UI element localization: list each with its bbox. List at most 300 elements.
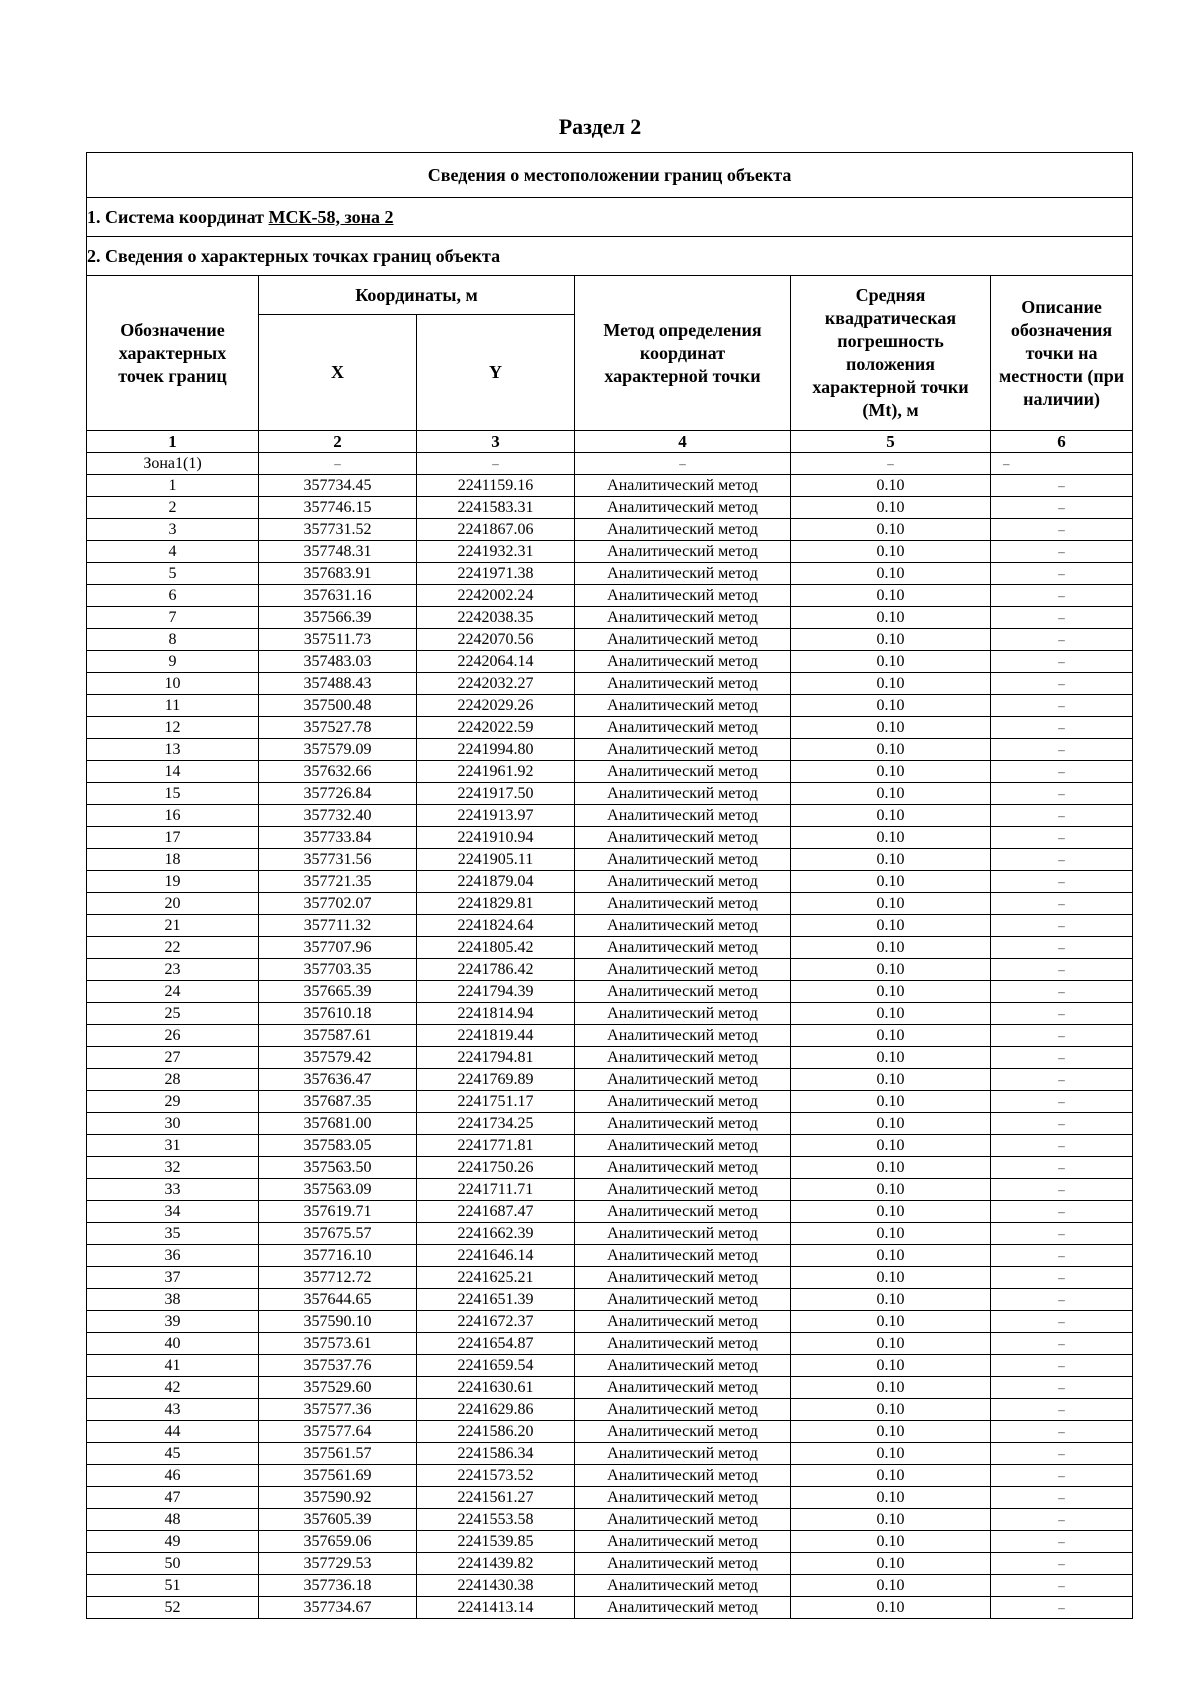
coord-x: 357675.57 (259, 1223, 417, 1245)
method: Аналитический метод (575, 1289, 791, 1311)
error-value: 0.10 (791, 1157, 991, 1179)
coord-y: 2241994.80 (417, 739, 575, 761)
coord-x: 357566.39 (259, 607, 417, 629)
coord-y: 2241561.27 (417, 1487, 575, 1509)
error-value: 0.10 (791, 1179, 991, 1201)
point-number: 1 (87, 475, 259, 497)
coord-x: 357636.47 (259, 1069, 417, 1091)
table-row (87, 827, 1133, 849)
error-value: 0.10 (791, 915, 991, 937)
description-value: – (991, 1003, 1133, 1025)
description-value: – (991, 1553, 1133, 1575)
table-row (87, 783, 1133, 805)
coord-x: 357729.53 (259, 1553, 417, 1575)
table-row (87, 1509, 1133, 1531)
coord-y: 2241879.04 (417, 871, 575, 893)
coord-y: 2241769.89 (417, 1069, 575, 1091)
table-row (87, 1443, 1133, 1465)
coord-x: 357736.18 (259, 1575, 417, 1597)
description-value: – (991, 1333, 1133, 1355)
point-number: 11 (87, 695, 259, 717)
coord-y: 2242022.59 (417, 717, 575, 739)
coord-y: 2241917.50 (417, 783, 575, 805)
table-row (87, 1355, 1133, 1377)
coord-x: 357731.56 (259, 849, 417, 871)
column-number: 6 (991, 431, 1133, 453)
method: Аналитический метод (575, 519, 791, 541)
error-value: 0.10 (791, 1487, 991, 1509)
coord-y: 2241654.87 (417, 1333, 575, 1355)
section-title: Сведения о местоположении границ объекта (87, 153, 1133, 198)
method: Аналитический метод (575, 1399, 791, 1421)
table-row (87, 1311, 1133, 1333)
point-number: 24 (87, 981, 259, 1003)
coord-x: 357488.43 (259, 673, 417, 695)
coord-x: 357527.78 (259, 717, 417, 739)
point-number: 36 (87, 1245, 259, 1267)
table-row (87, 1091, 1133, 1113)
coord-y: 2241586.34 (417, 1443, 575, 1465)
method: Аналитический метод (575, 1179, 791, 1201)
error-value: 0.10 (791, 541, 991, 563)
zone-dash: – (575, 453, 791, 475)
coord-y: 2242029.26 (417, 695, 575, 717)
method: Аналитический метод (575, 1333, 791, 1355)
method: Аналитический метод (575, 541, 791, 563)
method: Аналитический метод (575, 893, 791, 915)
description-value: – (991, 1487, 1133, 1509)
method: Аналитический метод (575, 1443, 791, 1465)
coord-x: 357734.67 (259, 1597, 417, 1619)
coord-x: 357579.42 (259, 1047, 417, 1069)
method: Аналитический метод (575, 1509, 791, 1531)
description-value: – (991, 827, 1133, 849)
error-value: 0.10 (791, 1531, 991, 1553)
table-row (87, 651, 1133, 673)
error-value: 0.10 (791, 1047, 991, 1069)
error-value: 0.10 (791, 783, 991, 805)
error-value: 0.10 (791, 1575, 991, 1597)
points-title: 2. Сведения о характерных точках границ объекта (87, 237, 1133, 276)
error-value: 0.10 (791, 1443, 991, 1465)
zone-label: Зона1(1) (87, 453, 259, 475)
method: Аналитический метод (575, 717, 791, 739)
zone-dash: – (417, 453, 575, 475)
method: Аналитический метод (575, 783, 791, 805)
error-value: 0.10 (791, 1399, 991, 1421)
table-row (87, 1267, 1133, 1289)
point-number: 20 (87, 893, 259, 915)
method: Аналитический метод (575, 673, 791, 695)
coord-x: 357529.60 (259, 1377, 417, 1399)
error-value: 0.10 (791, 1421, 991, 1443)
method: Аналитический метод (575, 981, 791, 1003)
table-row (87, 585, 1133, 607)
point-number: 35 (87, 1223, 259, 1245)
method: Аналитический метод (575, 1311, 791, 1333)
point-number: 49 (87, 1531, 259, 1553)
method: Аналитический метод (575, 1113, 791, 1135)
coord-x: 357537.76 (259, 1355, 417, 1377)
method: Аналитический метод (575, 761, 791, 783)
header-description: Описание обозначения точки на местности (при наличии) (991, 276, 1133, 431)
coord-x: 357590.92 (259, 1487, 417, 1509)
description-value: – (991, 849, 1133, 871)
coord-y: 2241910.94 (417, 827, 575, 849)
coord-y: 2241159.16 (417, 475, 575, 497)
header-coordinates: Координаты, м (259, 276, 575, 315)
method: Аналитический метод (575, 1047, 791, 1069)
coord-y: 2241905.11 (417, 849, 575, 871)
method: Аналитический метод (575, 475, 791, 497)
table-row (87, 1223, 1133, 1245)
point-number: 16 (87, 805, 259, 827)
coord-y: 2242064.14 (417, 651, 575, 673)
description-value: – (991, 717, 1133, 739)
method: Аналитический метод (575, 1245, 791, 1267)
method: Аналитический метод (575, 1091, 791, 1113)
method: Аналитический метод (575, 497, 791, 519)
method: Аналитический метод (575, 739, 791, 761)
description-value: – (991, 1465, 1133, 1487)
method: Аналитический метод (575, 563, 791, 585)
table-row (87, 959, 1133, 981)
coord-x: 357746.15 (259, 497, 417, 519)
coord-x: 357561.57 (259, 1443, 417, 1465)
coord-x: 357702.07 (259, 893, 417, 915)
table-row (87, 563, 1133, 585)
point-number: 13 (87, 739, 259, 761)
header-row-1 (87, 276, 1133, 315)
coord-system-prefix: 1. Система координат (87, 206, 269, 227)
description-value: – (991, 519, 1133, 541)
error-value: 0.10 (791, 1113, 991, 1135)
coord-x: 357631.16 (259, 585, 417, 607)
table-row (87, 1597, 1133, 1619)
error-value: 0.10 (791, 497, 991, 519)
coord-y: 2241734.25 (417, 1113, 575, 1135)
description-value: – (991, 541, 1133, 563)
point-number: 33 (87, 1179, 259, 1201)
point-number: 4 (87, 541, 259, 563)
section-title-row (87, 153, 1133, 198)
coord-y: 2241573.52 (417, 1465, 575, 1487)
column-number: 4 (575, 431, 791, 453)
description-value: – (991, 1223, 1133, 1245)
zone-dash: – (259, 453, 417, 475)
coord-x: 357732.40 (259, 805, 417, 827)
point-number: 51 (87, 1575, 259, 1597)
coord-x: 357561.69 (259, 1465, 417, 1487)
coord-x: 357712.72 (259, 1267, 417, 1289)
point-number: 43 (87, 1399, 259, 1421)
table-row (87, 1157, 1133, 1179)
zone-dash: – (991, 453, 1133, 475)
description-value: – (991, 1113, 1133, 1135)
coord-y: 2241430.38 (417, 1575, 575, 1597)
description-value: – (991, 1377, 1133, 1399)
method: Аналитический метод (575, 1465, 791, 1487)
point-number: 14 (87, 761, 259, 783)
description-value: – (991, 1245, 1133, 1267)
header-x: X (259, 315, 417, 431)
point-number: 37 (87, 1267, 259, 1289)
description-value: – (991, 1289, 1133, 1311)
table-row (87, 1531, 1133, 1553)
table-row (87, 871, 1133, 893)
point-number: 18 (87, 849, 259, 871)
description-value: – (991, 783, 1133, 805)
coord-y: 2241629.86 (417, 1399, 575, 1421)
description-value: – (991, 1201, 1133, 1223)
coord-x: 357563.50 (259, 1157, 417, 1179)
description-value: – (991, 1179, 1133, 1201)
coord-x: 357681.00 (259, 1113, 417, 1135)
description-value: – (991, 629, 1133, 651)
coord-system-value: МСК-58, зона 2 (268, 206, 394, 227)
method: Аналитический метод (575, 1157, 791, 1179)
description-value: – (991, 1509, 1133, 1531)
description-value: – (991, 673, 1133, 695)
description-value: – (991, 1575, 1133, 1597)
coord-x: 357665.39 (259, 981, 417, 1003)
table-row (87, 937, 1133, 959)
method: Аналитический метод (575, 1135, 791, 1157)
coord-x: 357683.91 (259, 563, 417, 585)
coord-x: 357731.52 (259, 519, 417, 541)
coord-y: 2241662.39 (417, 1223, 575, 1245)
coord-y: 2241539.85 (417, 1531, 575, 1553)
description-value: – (991, 1091, 1133, 1113)
description-value: – (991, 959, 1133, 981)
point-number: 48 (87, 1509, 259, 1531)
method: Аналитический метод (575, 827, 791, 849)
table-row (87, 717, 1133, 739)
table-row (87, 1421, 1133, 1443)
method: Аналитический метод (575, 629, 791, 651)
coord-x: 357577.64 (259, 1421, 417, 1443)
table-row (87, 761, 1133, 783)
table-row (87, 519, 1133, 541)
table-row (87, 893, 1133, 915)
table-row (87, 1047, 1133, 1069)
table-row (87, 1289, 1133, 1311)
error-value: 0.10 (791, 1069, 991, 1091)
table-row (87, 629, 1133, 651)
table-row (87, 1399, 1133, 1421)
description-value: – (991, 805, 1133, 827)
point-number: 42 (87, 1377, 259, 1399)
point-number: 41 (87, 1355, 259, 1377)
coord-y: 2241794.39 (417, 981, 575, 1003)
error-value: 0.10 (791, 1223, 991, 1245)
coord-y: 2241971.38 (417, 563, 575, 585)
error-value: 0.10 (791, 1025, 991, 1047)
point-number: 28 (87, 1069, 259, 1091)
column-number: 5 (791, 431, 991, 453)
point-number: 45 (87, 1443, 259, 1465)
error-value: 0.10 (791, 651, 991, 673)
coord-y: 2241794.81 (417, 1047, 575, 1069)
table-row (87, 1201, 1133, 1223)
description-value: – (991, 585, 1133, 607)
error-value: 0.10 (791, 629, 991, 651)
error-value: 0.10 (791, 1311, 991, 1333)
coord-x: 357587.61 (259, 1025, 417, 1047)
error-value: 0.10 (791, 893, 991, 915)
coord-x: 357590.10 (259, 1311, 417, 1333)
point-number: 12 (87, 717, 259, 739)
point-number: 39 (87, 1311, 259, 1333)
table-row (87, 981, 1133, 1003)
coord-y: 2241711.71 (417, 1179, 575, 1201)
coord-y: 2241583.31 (417, 497, 575, 519)
error-value: 0.10 (791, 1597, 991, 1619)
coord-y: 2241750.26 (417, 1157, 575, 1179)
coord-y: 2241824.64 (417, 915, 575, 937)
coord-y: 2241413.14 (417, 1597, 575, 1619)
column-number: 2 (259, 431, 417, 453)
coord-y: 2241867.06 (417, 519, 575, 541)
point-number: 23 (87, 959, 259, 981)
point-number: 3 (87, 519, 259, 541)
error-value: 0.10 (791, 1201, 991, 1223)
table-row (87, 1135, 1133, 1157)
table-row (87, 1069, 1133, 1091)
method: Аналитический метод (575, 607, 791, 629)
coord-x: 357605.39 (259, 1509, 417, 1531)
description-value: – (991, 497, 1133, 519)
coord-x: 357563.09 (259, 1179, 417, 1201)
table-row (87, 607, 1133, 629)
coord-y: 2241586.20 (417, 1421, 575, 1443)
error-value: 0.10 (791, 475, 991, 497)
method: Аналитический метод (575, 1575, 791, 1597)
description-value: – (991, 1047, 1133, 1069)
method: Аналитический метод (575, 585, 791, 607)
point-number: 30 (87, 1113, 259, 1135)
column-numbers-row (87, 431, 1133, 453)
table-row (87, 1487, 1133, 1509)
description-value: – (991, 1157, 1133, 1179)
error-value: 0.10 (791, 1465, 991, 1487)
error-value: 0.10 (791, 717, 991, 739)
coord-x: 357748.31 (259, 541, 417, 563)
coord-y: 2241630.61 (417, 1377, 575, 1399)
table-row (87, 1113, 1133, 1135)
method: Аналитический метод (575, 1377, 791, 1399)
error-value: 0.10 (791, 1355, 991, 1377)
coord-x: 357707.96 (259, 937, 417, 959)
error-value: 0.10 (791, 739, 991, 761)
description-value: – (991, 893, 1133, 915)
header-method: Метод определения координат характерной точки (575, 276, 791, 431)
table-row (87, 915, 1133, 937)
error-value: 0.10 (791, 1267, 991, 1289)
point-number: 47 (87, 1487, 259, 1509)
method: Аналитический метод (575, 915, 791, 937)
coord-x: 357632.66 (259, 761, 417, 783)
description-value: – (991, 651, 1133, 673)
coord-x: 357726.84 (259, 783, 417, 805)
error-value: 0.10 (791, 607, 991, 629)
coord-y: 2241687.47 (417, 1201, 575, 1223)
table-row (87, 673, 1133, 695)
coord-y: 2241651.39 (417, 1289, 575, 1311)
error-value: 0.10 (791, 563, 991, 585)
coord-x: 357734.45 (259, 475, 417, 497)
coord-x: 357583.05 (259, 1135, 417, 1157)
method: Аналитический метод (575, 1025, 791, 1047)
method: Аналитический метод (575, 1201, 791, 1223)
header-y: Y (417, 315, 575, 431)
coord-x: 357659.06 (259, 1531, 417, 1553)
coord-y: 2241805.42 (417, 937, 575, 959)
method: Аналитический метод (575, 805, 791, 827)
description-value: – (991, 1597, 1133, 1619)
zone-dash: – (791, 453, 991, 475)
table-row (87, 1025, 1133, 1047)
coord-x: 357577.36 (259, 1399, 417, 1421)
error-value: 0.10 (791, 673, 991, 695)
coord-x: 357703.35 (259, 959, 417, 981)
table-row (87, 541, 1133, 563)
table-row (87, 805, 1133, 827)
description-value: – (991, 915, 1133, 937)
point-number: 21 (87, 915, 259, 937)
error-value: 0.10 (791, 519, 991, 541)
coord-y: 2242002.24 (417, 585, 575, 607)
method: Аналитический метод (575, 1223, 791, 1245)
error-value: 0.10 (791, 1289, 991, 1311)
table-row (87, 1333, 1133, 1355)
error-value: 0.10 (791, 1091, 991, 1113)
point-number: 31 (87, 1135, 259, 1157)
coord-y: 2241786.42 (417, 959, 575, 981)
table-row (87, 475, 1133, 497)
error-value: 0.10 (791, 827, 991, 849)
header-designation: Обозначение характерных точек границ (87, 276, 259, 431)
coord-y: 2241439.82 (417, 1553, 575, 1575)
coord-x: 357619.71 (259, 1201, 417, 1223)
method: Аналитический метод (575, 1553, 791, 1575)
method: Аналитический метод (575, 1003, 791, 1025)
error-value: 0.10 (791, 585, 991, 607)
point-number: 9 (87, 651, 259, 673)
coord-x: 357610.18 (259, 1003, 417, 1025)
description-value: – (991, 937, 1133, 959)
boundary-points-table (86, 152, 1133, 1619)
error-value: 0.10 (791, 1509, 991, 1531)
page-title: Раздел 2 (558, 114, 642, 139)
point-number: 2 (87, 497, 259, 519)
point-number: 7 (87, 607, 259, 629)
description-value: – (991, 1399, 1133, 1421)
coord-y: 2241646.14 (417, 1245, 575, 1267)
point-number: 5 (87, 563, 259, 585)
coord-x: 357573.61 (259, 1333, 417, 1355)
point-number: 10 (87, 673, 259, 695)
point-number: 27 (87, 1047, 259, 1069)
description-value: – (991, 981, 1133, 1003)
table-row (87, 1003, 1133, 1025)
point-number: 8 (87, 629, 259, 651)
error-value: 0.10 (791, 1245, 991, 1267)
zone-row (87, 453, 1133, 475)
description-value: – (991, 1443, 1133, 1465)
description-value: – (991, 1355, 1133, 1377)
table-row (87, 1245, 1133, 1267)
